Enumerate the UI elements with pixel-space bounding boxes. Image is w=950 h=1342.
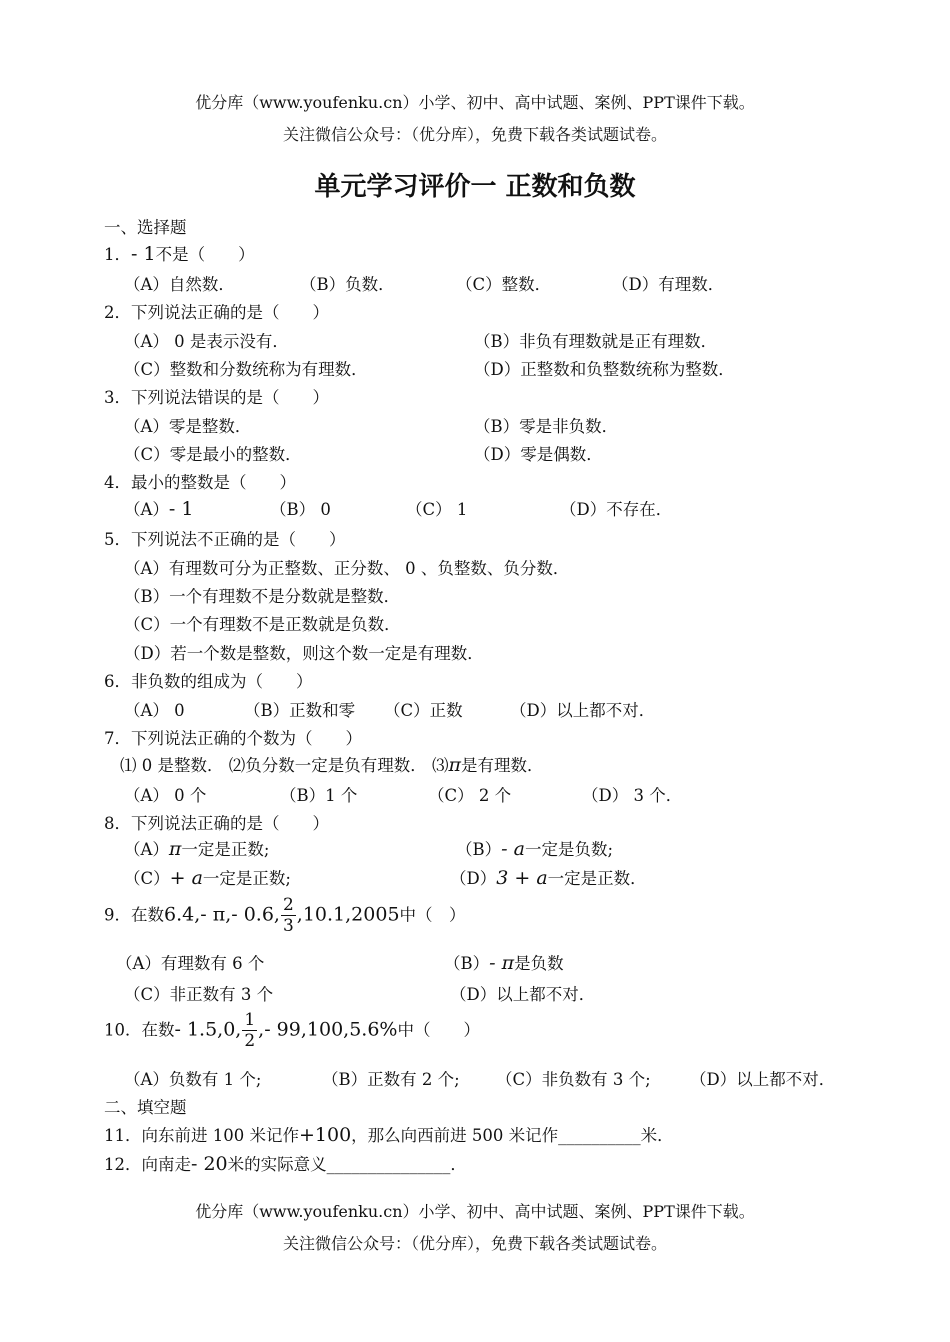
q4-option-a-label: （A） — [124, 500, 169, 519]
q8-option-b — [456, 836, 613, 860]
q8-option-d-math: 3 + a — [496, 867, 548, 889]
q2-option-b: （B）非负有理数就是正有理数． — [474, 332, 718, 351]
q3-option-d: （D）零是偶数． — [474, 445, 603, 464]
q9-option-a: （A）有理数有 6 个 — [116, 954, 265, 973]
q2-option-d: （D）正整数和负整数统称为整数． — [474, 360, 735, 379]
q7-statement-3-prefix: ⑶ — [432, 756, 449, 775]
q10-option-a: （A）负数有 1 个; — [124, 1070, 262, 1089]
header-line-2: 关注微信公众号：（优分库），免费下载各类试题试卷。 — [282, 125, 667, 144]
question-8: 8．下列说法正确的是（ ） — [104, 814, 329, 833]
section-choice-heading: 一、选择题 — [104, 218, 187, 237]
q10-option-d: （D）以上都不对． — [690, 1070, 836, 1089]
q1-option-a: （A）自然数． — [124, 275, 235, 294]
question-9-fraction-denominator: 3 — [282, 916, 294, 936]
question-11-pre: 11．向东前进 100 米记作 — [104, 1126, 299, 1145]
q3-option-a: （A）零是整数． — [124, 417, 252, 436]
question-12 — [104, 1151, 467, 1175]
q7-statement-3-text: 是有理数． — [461, 756, 544, 775]
question-9-lead: 9．在数 — [104, 905, 164, 925]
question-9-fraction — [281, 897, 296, 935]
q9-option-c: （C）非正数有 3 个 — [124, 985, 274, 1004]
q4-option-b: （B） 0 — [270, 500, 331, 519]
q4-option-a-math: - 1 — [168, 498, 194, 520]
question-12-post: 米的实际意义_______________． — [227, 1155, 467, 1174]
question-10 — [104, 1012, 480, 1050]
footer-line-1: 优分库（www.youfenku.cn）小学、初中、高中试题、案例、PPT课件下载。 — [195, 1202, 755, 1221]
q4-option-d: （D）不存在． — [560, 500, 673, 519]
question-1-math: - 1 — [131, 243, 156, 265]
q6-option-d: （D）以上都不对． — [510, 701, 656, 720]
q2-option-a: （A） 0 是表示没有． — [124, 332, 289, 351]
q8-option-d-label: （D） — [450, 869, 497, 888]
question-9-math-pre: 6.4,- π,- 0.6, — [164, 903, 280, 926]
question-1-text: 不是（ ） — [155, 245, 255, 264]
q8-option-b-text: 一定是负数; — [524, 840, 613, 859]
q2-option-c: （C）整数和分数统称为有理数． — [124, 360, 368, 379]
question-9-math-post: ,10.1,2005 — [296, 903, 400, 926]
question-9 — [104, 897, 466, 935]
question-11 — [104, 1122, 674, 1146]
q4-option-c: （C） 1 — [406, 500, 468, 519]
q10-option-b: （B）正数有 2 个; — [322, 1070, 460, 1089]
question-6: 6．非负数的组成为（ ） — [104, 672, 313, 691]
q5-option-b: （B）一个有理数不是分数就是整数． — [124, 587, 401, 606]
q9-option-b-text: 是负数 — [514, 954, 564, 973]
q5-option-c: （C）一个有理数不是正数就是负数． — [124, 615, 401, 634]
question-12-pre: 12．向南走 — [104, 1155, 191, 1174]
header-line-1: 优分库（www.youfenku.cn）小学、初中、高中试题、案例、PPT课件下载。 — [195, 93, 755, 112]
q5-option-d: （D）若一个数是整数，则这个数一定是有理数． — [124, 644, 484, 663]
q7-statement-2: ⑵负分数一定是负有理数． — [228, 756, 427, 775]
q1-option-c: （C）整数． — [456, 275, 552, 294]
question-10-fraction-denominator: 2 — [244, 1031, 256, 1051]
q10-option-c: （C）非负数有 3 个; — [496, 1070, 651, 1089]
question-11-math: +100 — [298, 1124, 352, 1146]
question-10-fraction-numerator: 1 — [244, 1010, 256, 1030]
footer-line-2: 关注微信公众号：（优分库），免费下载各类试题试卷。 — [282, 1234, 667, 1253]
q9-option-b-label: （B） — [444, 954, 490, 973]
question-10-tail: 中（ ） — [397, 1020, 480, 1040]
question-3: 3．下列说法错误的是（ ） — [104, 388, 329, 407]
question-1 — [104, 241, 255, 265]
question-10-fraction — [242, 1012, 257, 1050]
q1-option-d: （D）有理数． — [612, 275, 725, 294]
q8-option-a-label: （A） — [124, 840, 169, 859]
q8-option-c-label: （C） — [124, 869, 170, 888]
question-2: 2．下列说法正确的是（ ） — [104, 303, 329, 322]
q5-option-a: （A）有理数可分为正整数、正分数、 0 、负整数、负分数． — [124, 559, 570, 578]
question-12-math: - 20 — [191, 1153, 228, 1175]
q6-option-a: （A） 0 — [124, 701, 185, 720]
q7-option-d: （D） 3 个． — [582, 786, 683, 805]
q4-option-a — [124, 496, 193, 520]
q3-option-b: （B）零是非负数． — [474, 417, 619, 436]
question-4: 4．最小的整数是（ ） — [104, 473, 296, 492]
page-title: 单元学习评价一 正数和负数 — [314, 172, 636, 202]
q3-option-c: （C）零是最小的整数． — [124, 445, 302, 464]
q7-statements — [120, 752, 544, 776]
q8-option-c-text: 一定是正数; — [202, 869, 291, 888]
question-10-math-post: ,- 99,100,5.6% — [258, 1018, 398, 1041]
question-7: 7．下列说法正确的个数为（ ） — [104, 729, 362, 748]
q1-option-b: （B）负数． — [300, 275, 395, 294]
question-9-tail: 中（ ） — [399, 905, 466, 925]
q6-option-b: （B）正数和零 — [244, 701, 356, 720]
q8-option-a-text: 一定是正数; — [181, 840, 270, 859]
section-fill-heading: 二、填空题 — [104, 1098, 187, 1117]
q9-option-b — [444, 950, 564, 974]
q8-option-a — [124, 836, 269, 860]
q8-option-d-text: 一定是正数． — [547, 869, 647, 888]
q8-option-b-math: - a — [501, 838, 525, 860]
q7-option-b: （B）1 个 — [280, 786, 358, 805]
question-5: 5．下列说法不正确的是（ ） — [104, 530, 346, 549]
question-10-lead: 10．在数 — [104, 1020, 175, 1040]
question-10-math-pre: - 1.5,0, — [174, 1018, 242, 1041]
question-9-fraction-numerator: 2 — [282, 895, 294, 915]
q8-option-d — [450, 865, 647, 889]
q8-option-c-math: + a — [169, 867, 203, 889]
question-11-post: ，那么向西前进 500 米记作__________米． — [351, 1126, 674, 1145]
q8-option-c — [124, 865, 291, 889]
q7-option-c: （C） 2 个 — [428, 786, 512, 805]
q8-option-a-math: π — [168, 838, 182, 860]
q9-option-b-math: - π — [489, 952, 515, 974]
question-1-number: 1． — [104, 245, 131, 264]
q7-statement-3-pi: π — [448, 754, 461, 776]
q7-option-a: （A） 0 个 — [124, 786, 207, 805]
q7-statement-1: ⑴ 0 是整数． — [120, 756, 224, 775]
q9-option-d: （D）以上都不对． — [450, 985, 596, 1004]
q6-option-c: （C）正数 — [384, 701, 463, 720]
q8-option-b-label: （B） — [456, 840, 502, 859]
